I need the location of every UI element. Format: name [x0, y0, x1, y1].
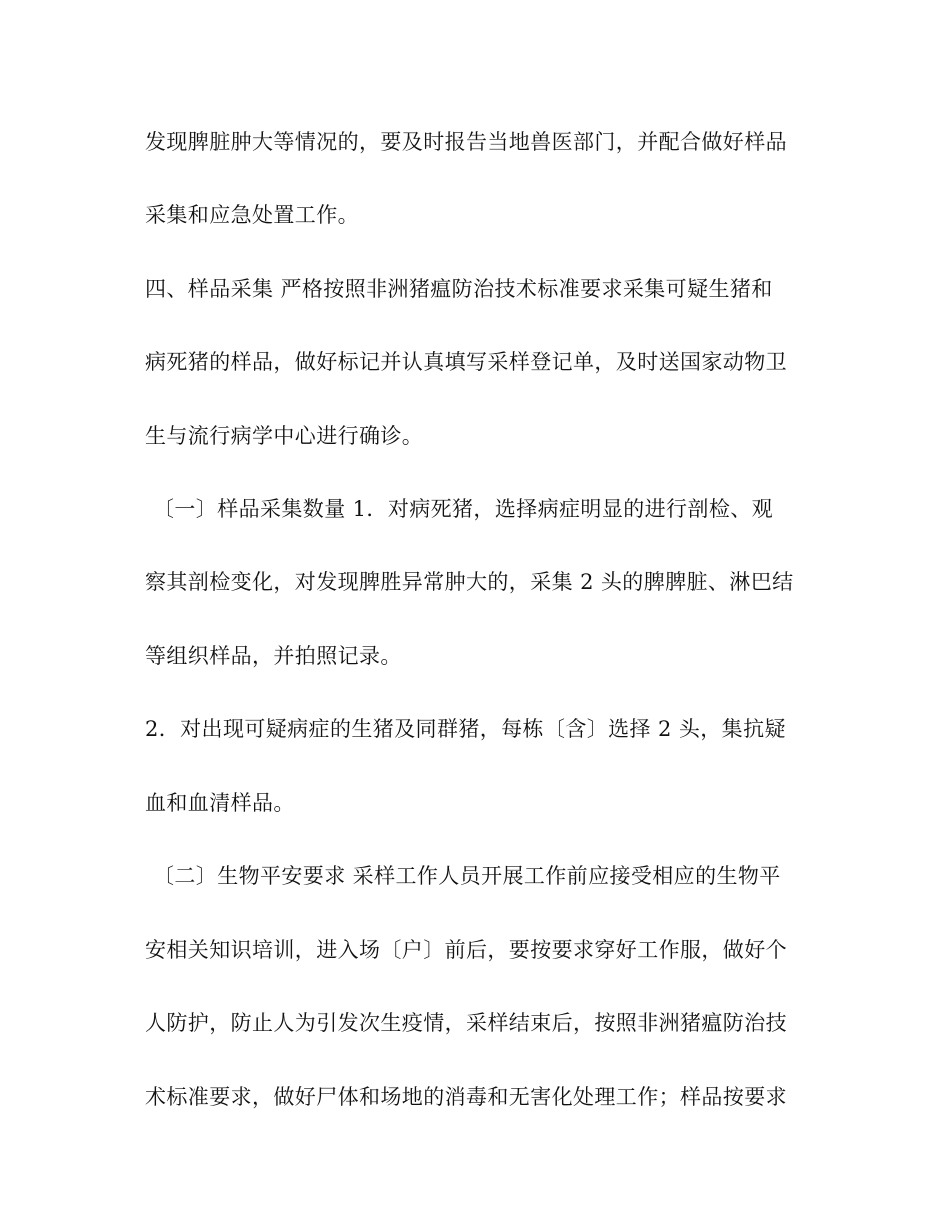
text-line: 采集和应急处置工作。 — [145, 203, 359, 227]
text-line: 等组织样品，并拍照记录。 — [145, 644, 402, 668]
text-line: 〔二〕生物平安要求 采样工作人员开展工作前应接受相应的生物平 — [153, 864, 781, 888]
text-line: 安相关知识培训，进入场〔户〕前后，要按要求穿好工作服，做好个 — [145, 938, 787, 962]
text-line: 生与流行病学中心进行确诊。 — [145, 424, 424, 448]
text-line: 病死猪的样品，做好标记并认真填写采样登记单，及时送国家动物卫 — [145, 350, 787, 374]
text-line: 血和血清样品。 — [145, 791, 295, 815]
text-line: 术标准要求，做好尸体和场地的消毒和无害化处理工作；样品按要求 — [145, 1085, 787, 1109]
text-line: 人防护，防止人为引发次生疫情，采样结束后，按照非洲猪瘟防治技 — [145, 1011, 787, 1035]
text-line: 发现脾脏肿大等情况的，要及时报告当地兽医部门，并配合做好样品 — [145, 130, 787, 154]
text-line: 2．对出现可疑病症的生猪及同群猪，每栋〔含〕选择 2 头，集抗疑 — [145, 717, 786, 741]
text-line: 〔一〕样品采集数量 1．对病死猪，选择病症明显的进行剖检、观 — [153, 497, 774, 521]
text-line: 四、样品采集 严格按照非洲猪瘟防治技术标准要求采集可疑生猪和 — [145, 277, 773, 301]
text-line: 察其剖检变化，对发现脾胜异常肿大的，采集 2 头的脾脾脏、淋巴结 — [145, 570, 794, 594]
